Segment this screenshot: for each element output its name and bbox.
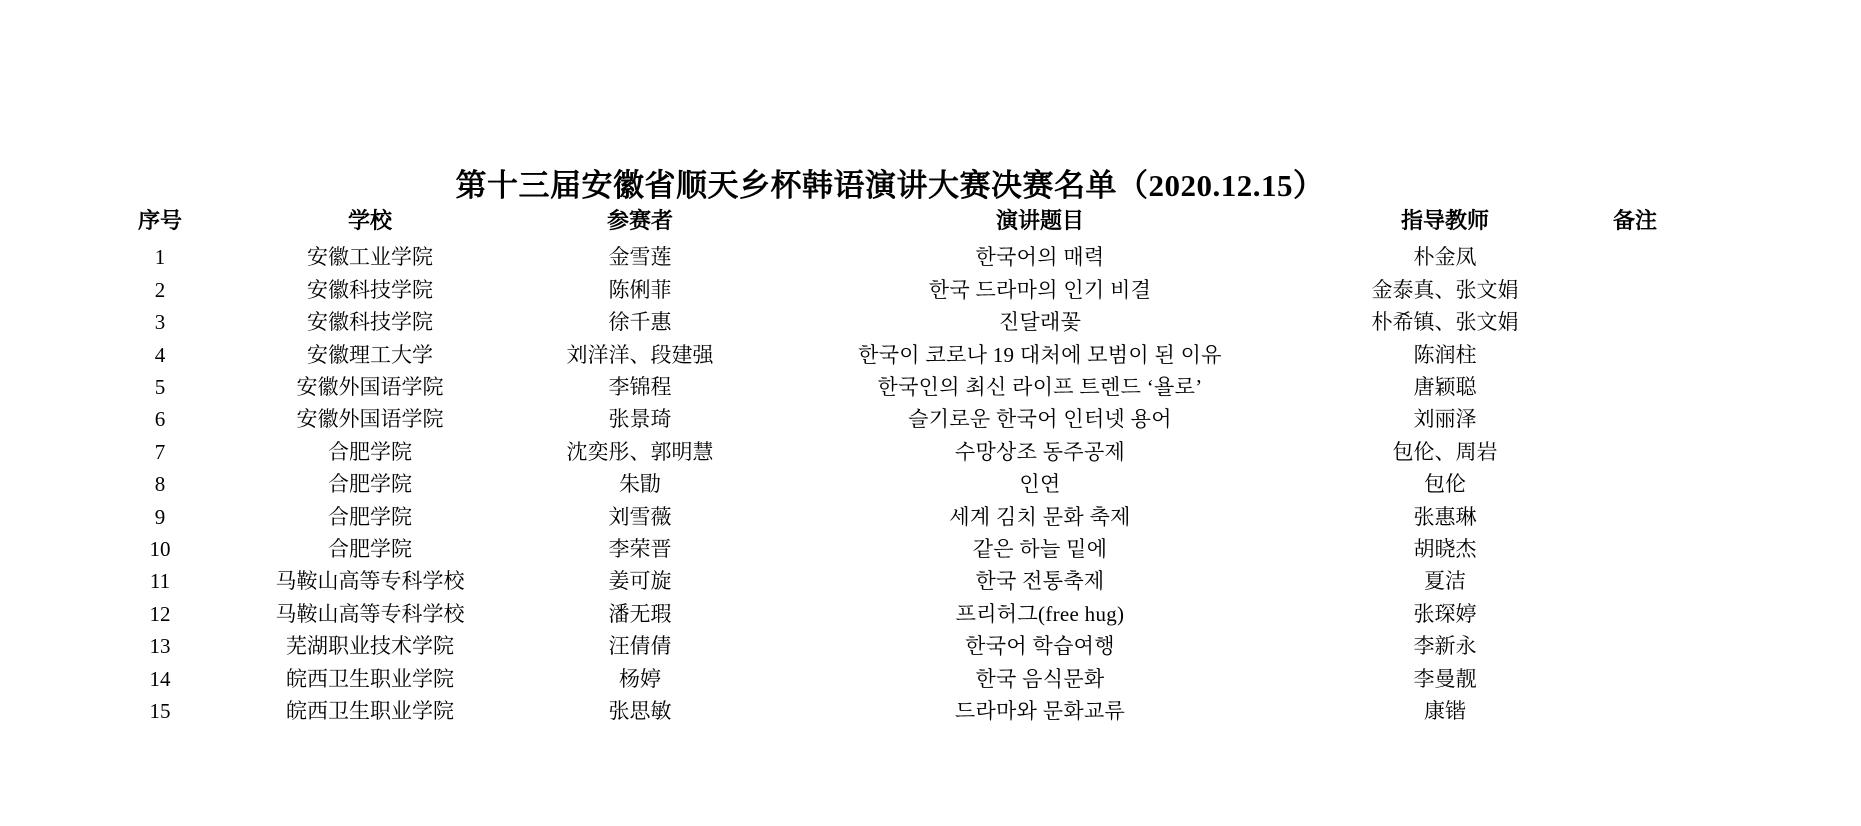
table-row — [100, 663, 1700, 695]
table-row — [100, 403, 1700, 435]
cell-participant: 徐千惠 — [608, 310, 672, 335]
cell-participant: 陈俐菲 — [608, 277, 672, 302]
cell-school: 合肥学院 — [328, 472, 412, 497]
cell-note — [1570, 663, 1700, 695]
cell-teacher: 胡晓杰 — [1413, 537, 1477, 562]
cell-teacher: 夏洁 — [1424, 569, 1466, 594]
cell-school: 合肥学院 — [328, 504, 412, 529]
cell-topic: 한국이 코로나 19 대처에 모범이 된 이유 — [858, 342, 1222, 367]
table-header — [100, 205, 1700, 241]
cell-index: 9 — [154, 504, 166, 529]
cell-school: 安徽工业学院 — [307, 245, 433, 270]
cell-note — [1570, 468, 1700, 500]
cell-note — [1570, 598, 1700, 630]
cell-teacher: 金泰真、张文娟 — [1371, 277, 1519, 302]
table-row — [100, 598, 1700, 630]
cell-index: 7 — [154, 439, 166, 464]
cell-topic: 한국어의 매력 — [975, 245, 1105, 270]
roster-table — [100, 205, 1700, 728]
cell-index: 10 — [149, 537, 171, 562]
cell-note — [1570, 274, 1700, 306]
cell-school: 皖西卫生职业学院 — [286, 699, 454, 724]
cell-topic: 프리허그(free hug) — [955, 601, 1125, 626]
cell-topic: 같은 하늘 밑에 — [972, 537, 1108, 562]
cell-index: 11 — [149, 569, 171, 594]
cell-index: 6 — [154, 407, 166, 432]
table-row — [100, 306, 1700, 338]
cell-topic: 한국 음식문화 — [975, 666, 1105, 691]
cell-topic: 한국 전통축제 — [975, 569, 1105, 594]
cell-school: 安徽理工大学 — [307, 342, 433, 367]
cell-note — [1570, 306, 1700, 338]
cell-participant: 朱勖 — [619, 472, 661, 497]
column-header-note: 备注 — [1612, 208, 1657, 233]
cell-participant: 刘洋洋、段建强 — [566, 342, 714, 367]
cell-teacher: 康锴 — [1424, 699, 1466, 724]
cell-index: 8 — [154, 472, 166, 497]
cell-teacher: 朴希镇、张文娟 — [1371, 310, 1519, 335]
cell-index: 2 — [154, 277, 166, 302]
cell-teacher: 包伦、周岩 — [1392, 439, 1498, 464]
cell-school: 马鞍山高等专科学校 — [275, 601, 465, 626]
table-row — [100, 695, 1700, 727]
cell-note — [1570, 533, 1700, 565]
cell-topic: 드라마와 문화교류 — [954, 699, 1126, 724]
cell-teacher: 刘丽泽 — [1413, 407, 1477, 432]
header-row — [100, 205, 1700, 241]
cell-index: 1 — [154, 245, 166, 270]
cell-index: 4 — [154, 342, 166, 367]
column-header-topic: 演讲题目 — [995, 208, 1084, 233]
cell-index: 12 — [149, 601, 171, 626]
table-row — [100, 436, 1700, 468]
cell-participant: 李锦程 — [608, 375, 672, 400]
cell-topic: 세계 김치 문화 축제 — [949, 504, 1131, 529]
cell-note — [1570, 695, 1700, 727]
cell-note — [1570, 371, 1700, 403]
table-row — [100, 533, 1700, 565]
cell-note — [1570, 436, 1700, 468]
cell-note — [1570, 339, 1700, 371]
column-header-participant: 参赛者 — [606, 208, 673, 233]
cell-participant: 张景琦 — [608, 407, 672, 432]
page-title: 第十三届安徽省顺天乡杯韩语演讲大赛决赛名单（2020.12.15） — [455, 168, 1325, 203]
cell-participant: 姜可旋 — [608, 569, 672, 594]
cell-topic: 한국 드라마의 인기 비결 — [928, 277, 1152, 302]
cell-school: 芜湖职业技术学院 — [286, 634, 454, 659]
cell-index: 13 — [149, 634, 171, 659]
cell-participant: 刘雪薇 — [608, 504, 672, 529]
cell-note — [1570, 501, 1700, 533]
cell-topic: 수망상조 동주공제 — [954, 439, 1126, 464]
cell-note — [1570, 565, 1700, 597]
cell-index: 14 — [149, 666, 171, 691]
cell-participant: 金雪莲 — [608, 245, 672, 270]
cell-school: 合肥学院 — [328, 439, 412, 464]
cell-index: 15 — [149, 699, 171, 724]
cell-topic: 한국어 학습여행 — [965, 634, 1115, 659]
cell-teacher: 包伦 — [1424, 472, 1466, 497]
cell-school: 安徽科技学院 — [307, 277, 433, 302]
cell-teacher: 唐颖聪 — [1413, 375, 1477, 400]
cell-note — [1570, 241, 1700, 273]
cell-teacher: 李新永 — [1413, 634, 1477, 659]
cell-note — [1570, 630, 1700, 662]
cell-participant: 潘无瑕 — [608, 601, 672, 626]
cell-index: 5 — [154, 375, 166, 400]
cell-topic: 한국인의 최신 라이프 트렌드 ‘욜로’ — [877, 375, 1203, 400]
column-header-teacher: 指导教师 — [1400, 208, 1489, 233]
table-row — [100, 241, 1700, 273]
cell-school: 安徽科技学院 — [307, 310, 433, 335]
table-row — [100, 371, 1700, 403]
cell-school: 合肥学院 — [328, 537, 412, 562]
cell-school: 马鞍山高等专科学校 — [275, 569, 465, 594]
cell-participant: 张思敏 — [608, 699, 672, 724]
column-header-index: 序号 — [137, 208, 182, 233]
table-row — [100, 630, 1700, 662]
table-row — [100, 501, 1700, 533]
cell-teacher: 张惠琳 — [1413, 504, 1477, 529]
table-body — [100, 241, 1700, 727]
cell-teacher: 陈润柱 — [1413, 342, 1477, 367]
column-header-school: 学校 — [347, 208, 392, 233]
cell-note — [1570, 403, 1700, 435]
cell-participant: 杨婷 — [619, 666, 661, 691]
cell-teacher: 张琛婷 — [1413, 601, 1477, 626]
cell-topic: 슬기로운 한국어 인터넷 용어 — [908, 407, 1172, 432]
cell-participant: 李荣晋 — [608, 537, 672, 562]
table-row — [100, 339, 1700, 371]
table-row — [100, 565, 1700, 597]
cell-school: 皖西卫生职业学院 — [286, 666, 454, 691]
cell-participant: 沈奕彤、郭明慧 — [566, 439, 714, 464]
cell-index: 3 — [154, 310, 166, 335]
cell-teacher: 李曼靓 — [1413, 666, 1477, 691]
table-row — [100, 274, 1700, 306]
cell-topic: 인연 — [1019, 472, 1061, 497]
cell-teacher: 朴金凤 — [1413, 245, 1477, 270]
cell-school: 安徽外国语学院 — [296, 375, 444, 400]
cell-participant: 汪倩倩 — [608, 634, 672, 659]
table-row — [100, 468, 1700, 500]
roster-table-container — [100, 205, 1700, 728]
cell-school: 安徽外国语学院 — [296, 407, 444, 432]
cell-topic: 진달래꽃 — [998, 310, 1082, 335]
